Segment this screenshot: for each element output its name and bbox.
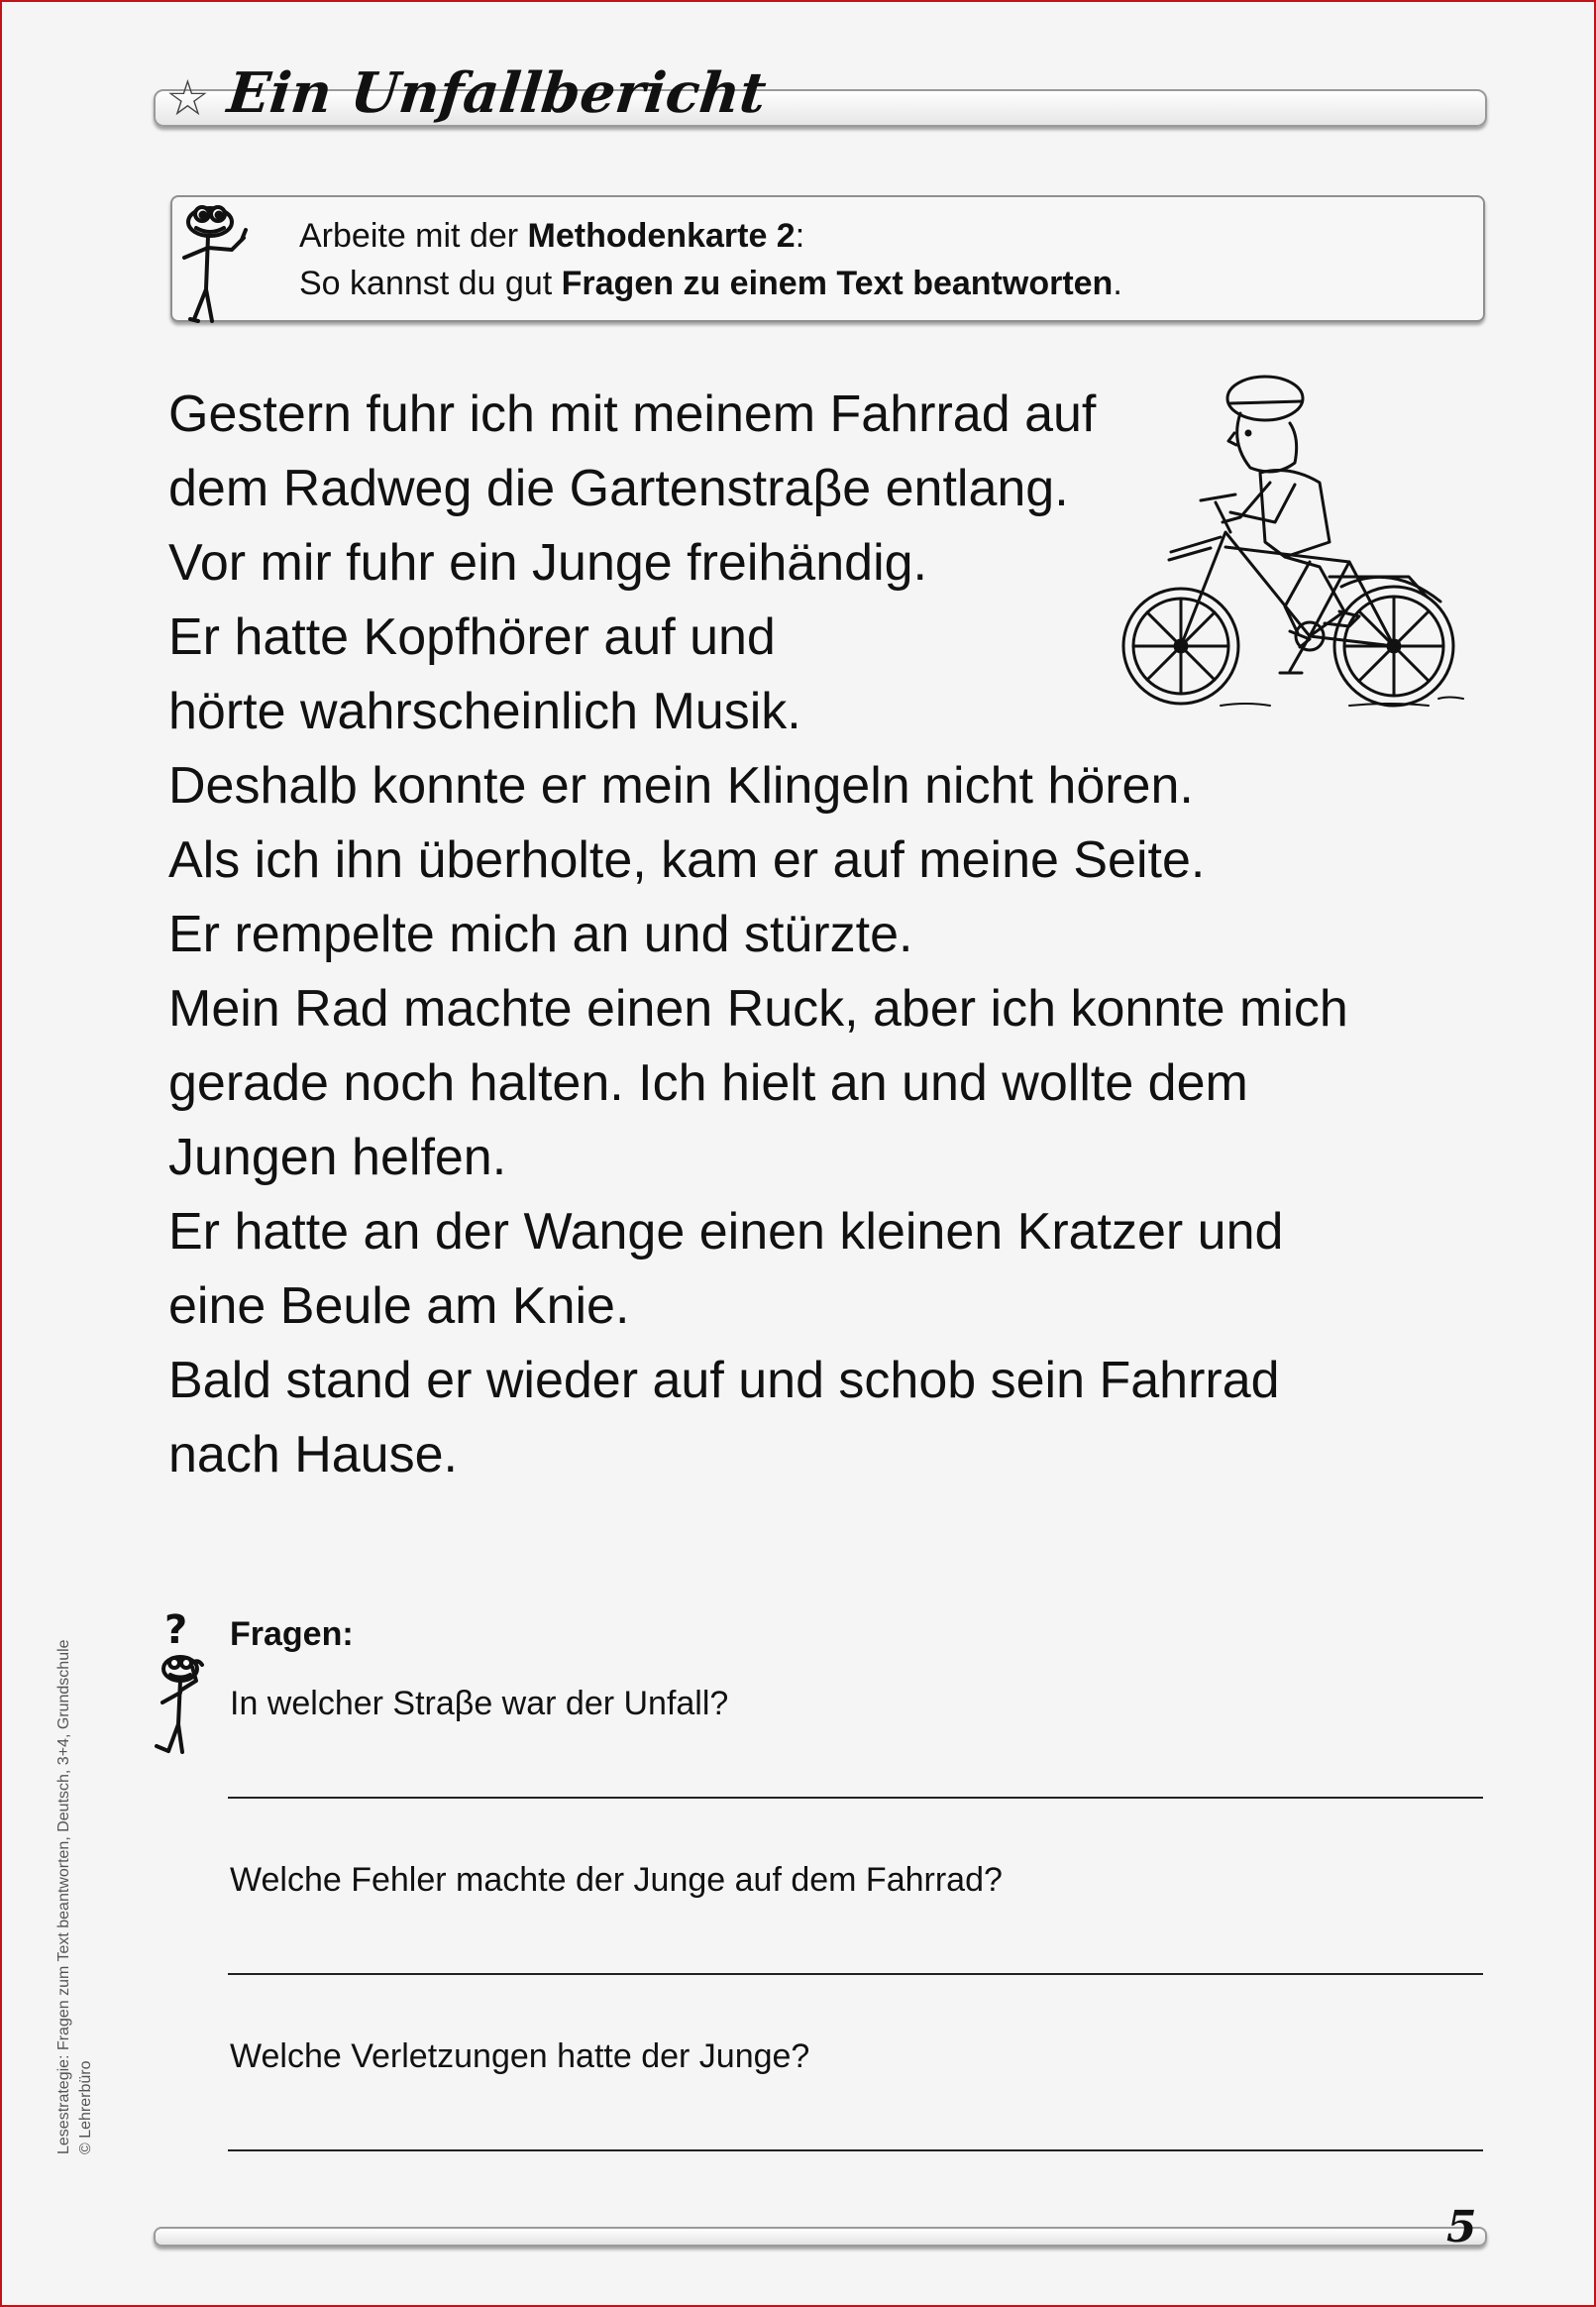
story-line: Jungen helfen. (168, 1129, 507, 1186)
frog-pointing-icon (172, 200, 281, 329)
copyright-line: © Lehrerbüro (76, 2060, 94, 2154)
question-1: In welcher Straβe war der Unfall? (230, 1685, 729, 1722)
story-line: hörte wahrscheinlich Musik. (168, 683, 801, 740)
svg-text:?: ? (164, 1607, 188, 1653)
story-line: eine Beule am Knie. (168, 1277, 630, 1335)
questions-heading: Fragen: (230, 1615, 354, 1653)
method-instruction-line1: Arbeite mit der Methodenkarte 2: (299, 217, 805, 255)
story-line: Er hatte Kopfhörer auf und (168, 608, 776, 666)
method-instruction-line2: So kannst du gut Fragen zu einem Text beantworten. (299, 265, 1122, 302)
footer-bar (154, 2227, 1487, 2247)
answer-line-3[interactable] (228, 2149, 1483, 2151)
page-title: Ein Unfallbericht (224, 60, 770, 126)
question-2: Welche Fehler machte der Junge auf dem Fahrrad? (230, 1861, 1003, 1899)
story-line: Gestern fuhr ich mit meinem Fahrrad auf (168, 385, 1097, 443)
story-line: Vor mir fuhr ein Junge freihändig. (168, 534, 927, 592)
story-line: Mein Rad machte einen Ruck, aber ich konnte mich (168, 980, 1348, 1038)
method-card (170, 195, 1485, 322)
frog-question-icon (151, 1607, 225, 1756)
bicycle-illustration (1112, 374, 1478, 720)
method-card-name: Methodenkarte 2 (527, 217, 796, 255)
story-line: Als ich ihn überholte, kam er auf meine Seite. (168, 831, 1206, 889)
story-line: Er rempelte mich an und stürzte. (168, 906, 913, 963)
answer-line-2[interactable] (228, 1973, 1483, 1975)
story-line: Bald stand er wieder auf und schob sein Fahrrad (168, 1352, 1280, 1409)
source-line: Lesestrategie: Fragen zum Text beantworten, Deutsch, 3+4, Grundschule (55, 1639, 72, 2154)
story-line: Deshalb konnte er mein Klingeln nicht hören. (168, 757, 1194, 815)
story-line: Er hatte an der Wange einen kleinen Kratzer und (168, 1203, 1284, 1261)
question-3: Welche Verletzungen hatte der Junge? (230, 2037, 810, 2075)
story-line: dem Radweg die Gartenstraβe entlang. (168, 460, 1069, 517)
method-card-topic: Fragen zu einem Text beantworten (561, 265, 1114, 302)
star-outline-icon: ☆ (165, 69, 210, 127)
answer-line-1[interactable] (228, 1797, 1483, 1799)
story-line: nach Hause. (168, 1426, 458, 1483)
story-line: gerade noch halten. Ich hielt an und wollte dem (168, 1054, 1248, 1112)
page-number: 5 (1446, 2202, 1477, 2252)
copyright-note (53, 1639, 96, 2154)
